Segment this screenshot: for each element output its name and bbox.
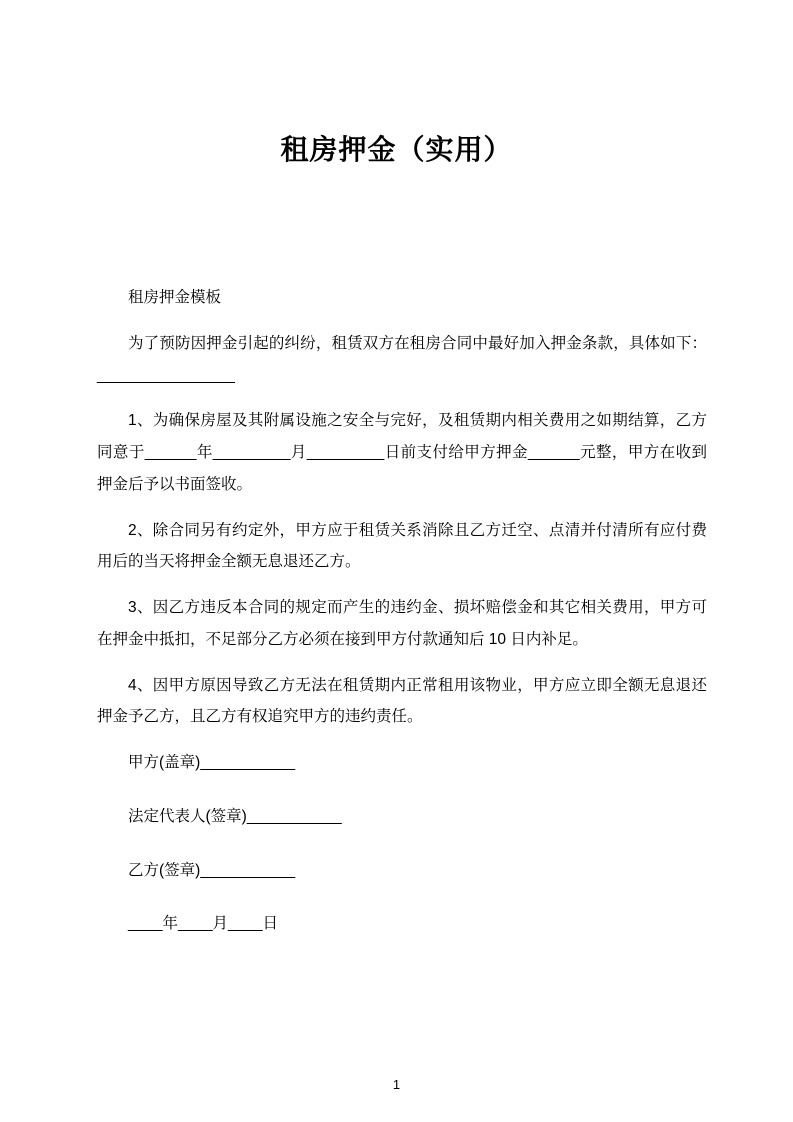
clause-4: 4、因甲方原因导致乙方无法在租赁期内正常租用该物业，甲方应立即全额无息退还押金予乙方，且乙方有权追究甲方的违约责任。 <box>97 676 707 726</box>
page-title: 租房押金（实用） <box>280 134 513 165</box>
document-body <box>97 282 707 962</box>
document-subtitle: 租房押金模板 <box>128 289 222 306</box>
signature-date: ____年____月____日 <box>128 915 278 933</box>
page-number: 1 <box>392 1077 401 1092</box>
clause-2: 2、除合同另有约定外，甲方应于租赁关系消除且乙方迁空、点清并付清所有应付费用后的当天将押金全额无息退还乙方。 <box>97 521 707 571</box>
clause-3: 3、因乙方违反本合同的规定而产生的违约金、损坏赔偿金和其它相关费用，甲方可在押金中抵扣，不足部分乙方必须在接到甲方付款通知后 10 日内补足。 <box>97 599 707 648</box>
signature-party-a: 甲方(盖章)___________ <box>128 754 296 772</box>
document-intro: 为了预防因押金引起的纠纷，租赁双方在租房合同中最好加入押金条款，具体如下：________________ <box>97 334 707 384</box>
signature-party-b: 乙方(签章)___________ <box>128 861 296 879</box>
signature-legal-representative: 法定代表人(签章)___________ <box>128 807 342 825</box>
clause-1: 1、为确保房屋及其附属设施之安全与完好，及租赁期内相关费用之如期结算，乙方同意于______年_________月_________日前支付给甲方押金______元整，甲方在收到押金后予以书面签收。 <box>97 412 707 493</box>
